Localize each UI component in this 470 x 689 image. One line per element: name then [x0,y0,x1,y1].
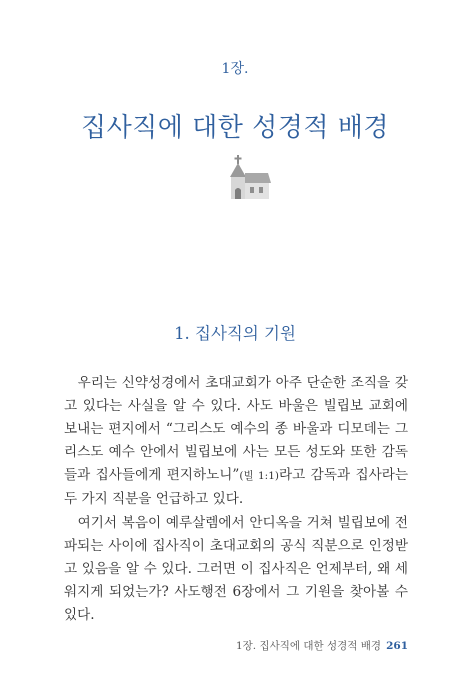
paragraph-1 [64,372,408,512]
paragraph-1-text: 우리는 신약성경에서 초대교회가 아주 단순한 조직을 갖고 있다는 사실을 알 수 있다. 사도 바울은 빌립보 교회에 보내는 편지에서 “그리스도 예수의 종 바울과 디모데는 그리스도 예수 안에서 빌립보에 사는 모든 성도와 또한 감독들과 집사들에게 편지하노니” [64,375,408,484]
running-title: 1장. 집사직에 대한 성경적 배경 [235,640,382,652]
church-icon [226,155,272,201]
paragraph-1-text-end: 라고 감독과 집사라는 두 가지 직분을 언급하고 있다. [64,467,409,508]
page-number: 261 [386,640,408,652]
chapter-title: 집사직에 대한 성경적 배경 [80,113,390,143]
page-footer [236,638,408,653]
scripture-citation: (빌 1:1) [239,470,280,483]
body-text [64,372,408,627]
paragraph-2: 여기서 복음이 예루살렘에서 안디옥을 거쳐 빌립보에 전파되는 사이에 집사직이 초대교회의 공식 직분으로 인정받고 있음을 알 수 있다. 그러면 이 집사직은 언제부터, 왜 세워지게 되었는가? 사도행전 6장에서 그 기원을 찾아볼 수 있다. [64,514,408,623]
chapter-number: 1장. [221,61,249,77]
section-title: 1. 집사직의 기원 [174,324,296,343]
